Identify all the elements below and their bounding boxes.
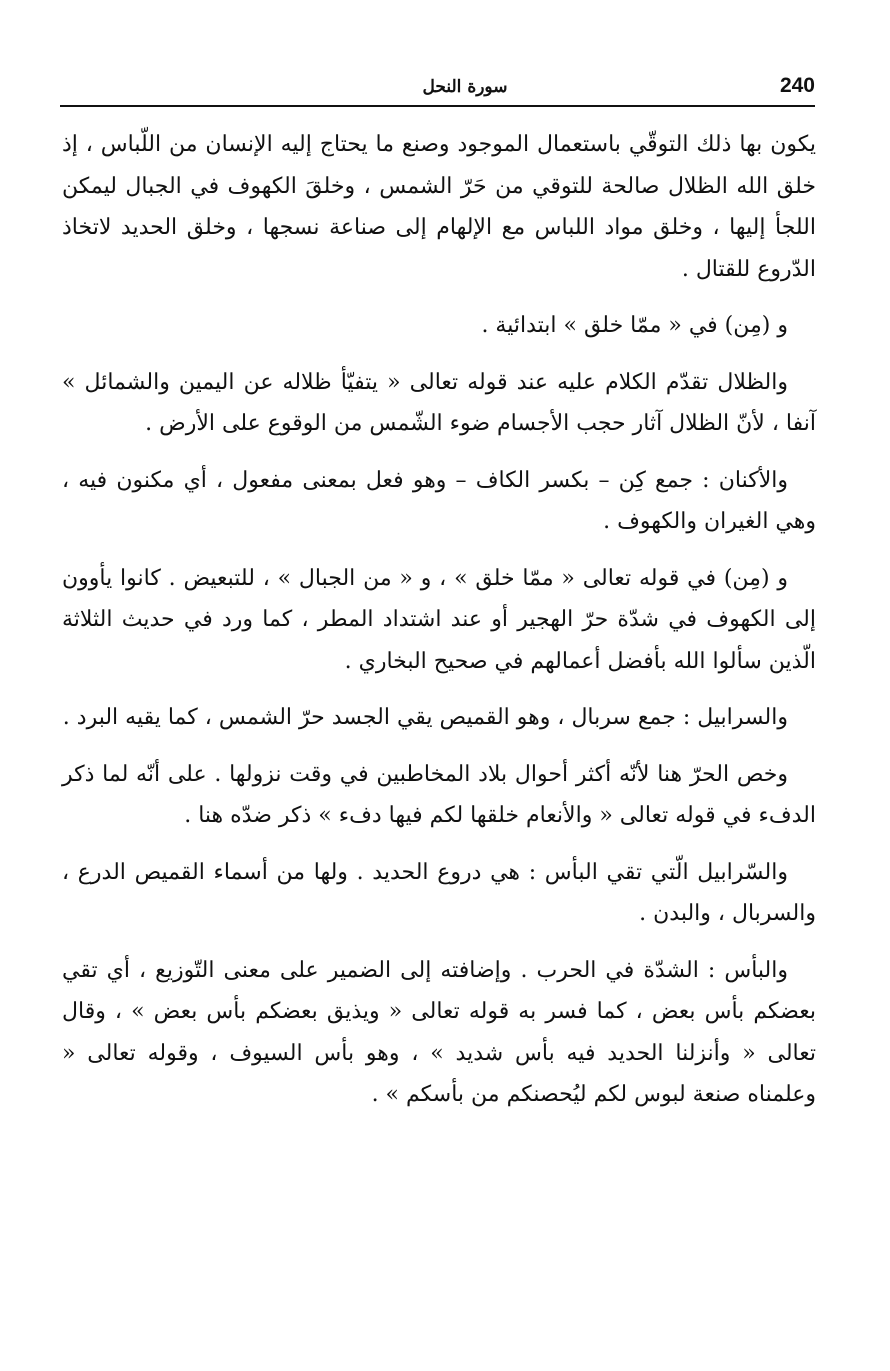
paragraph: والظلال تقدّم الكلام عليه عند قوله تعالى « يتفيّأ ظلاله عن اليمين والشمائل » آنفا ، لأنّ الظلال آثار حجب الأجسام ضوء الشّمس من الوقوع على الأرض . <box>62 369 816 436</box>
paragraph: و (مِن) في قوله تعالى « ممّا خلق » ، و « من الجبال » ، للتبعيض . كانوا يأوون إلى الكهوف في شدّة حرّ الهجير أو عند اشتداد المطر ، كما ورد في حديث الثلاثة الّذين سألوا الله بأفضل أعمالهم في صحيح البخاري . <box>62 565 816 674</box>
page-number: 240 <box>779 74 815 97</box>
paragraph: والبأس : الشدّة في الحرب . وإضافته إلى الضمير على معنى التّوزيع ، أي تقي بعضكم بأس بعض ، كما فسر به قوله تعالى « ويذيق بعضكم بأس بعض » ، وقال تعالى « وأنزلنا الحديد فيه بأس شديد » ، وهو بأس السيوف ، وقوله تعالى « وعلمناه صنعة لبوس لكم ليُحصنكم من بأسكم » . <box>62 957 816 1107</box>
body-text <box>62 124 816 1131</box>
paragraph: وخص الحرّ هنا لأنّه أكثر أحوال بلاد المخاطبين في وقت نزولها . على أنّه لما ذكر الدفء في قوله تعالى « والأنعام خلقها لكم فيها دفء » ذكر ضدّه هنا . <box>62 761 816 828</box>
paragraph: يكون بها ذلك التوقّي باستعمال الموجود وصنع ما يحتاج إليه الإنسان من اللّباس ، إذ خلق الله الظلال صالحة للتوقي من حَرّ الشمس ، وخلقَ الكهوف في الجبال ليمكن اللجأ إليها ، وخلق مواد اللباس مع الإلهام إلى صناعة نسجها ، وخلق الحديد لاتخاذ الدّروع للقتال . <box>62 132 816 282</box>
paragraph: والسّرابيل الّتي تقي البأس : هي دروع الحديد . ولها من أسماء القميص الدرع ، والسربال ، والبدن . <box>62 859 816 926</box>
page-header <box>60 72 815 108</box>
running-title: سورة النحل <box>422 77 508 97</box>
paragraph: والأكنان : جمع كِن – بكسر الكاف – وهو فعل بمعنى مفعول ، أي مكنون فيه ، وهي الغيران والكهوف . <box>62 467 816 534</box>
paragraph: والسرابيل : جمع سربال ، وهو القميص يقي الجسد حرّ الشمس ، كما يقيه البرد . <box>62 705 788 730</box>
paragraph: و (مِن) في « ممّا خلق » ابتدائية . <box>481 313 788 338</box>
header-rule <box>60 105 815 107</box>
